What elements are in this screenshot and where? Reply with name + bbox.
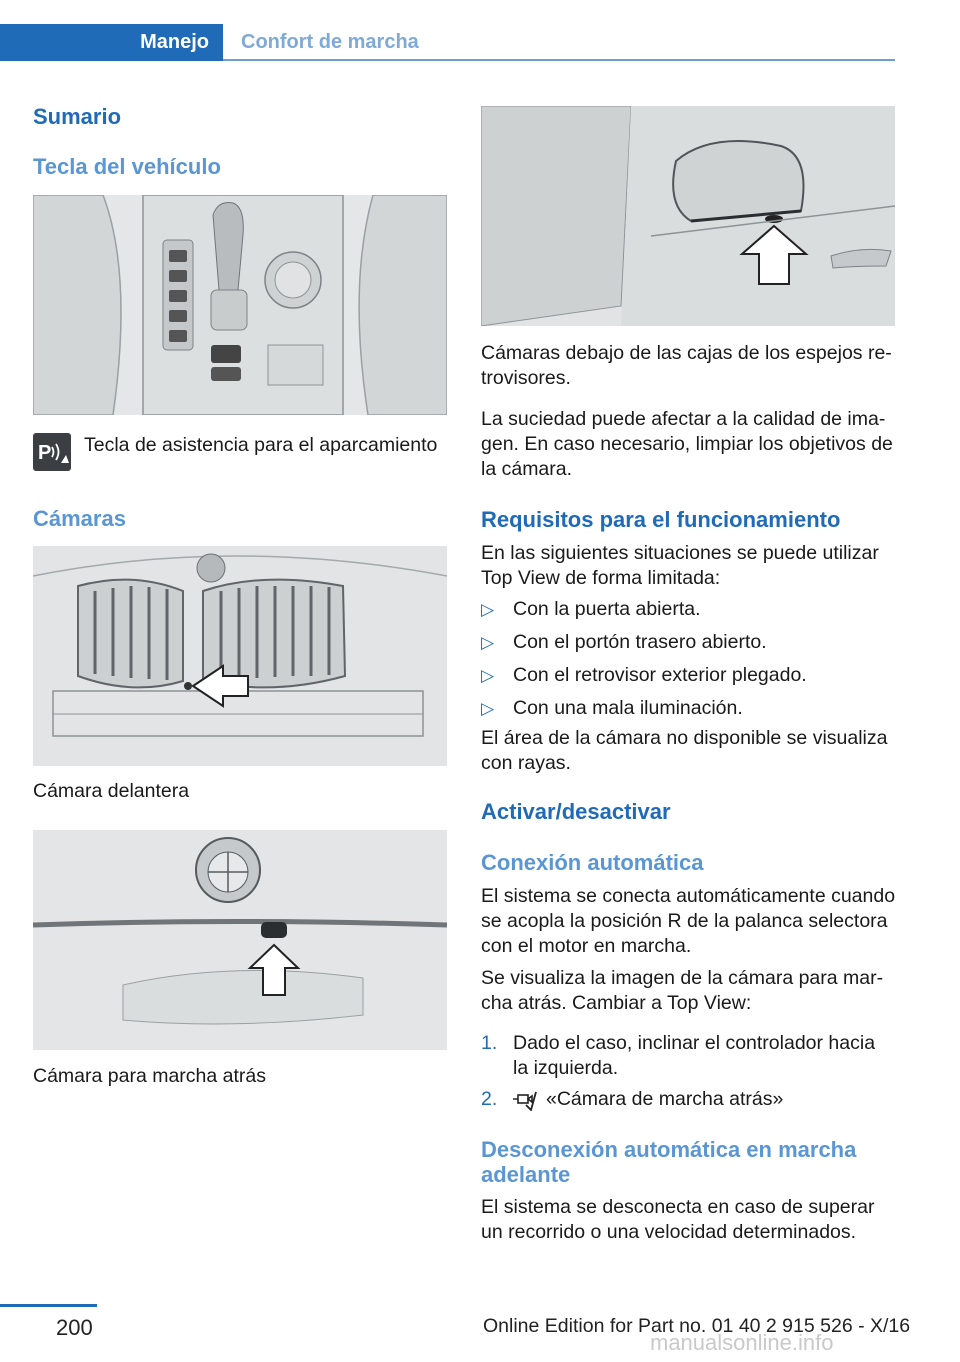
rear-camera-photo <box>33 830 447 1050</box>
front-camera-caption: Cámara delantera <box>33 780 190 802</box>
mirror-caption: Cámaras debajo de las cajas de los espejos re-trovisores. <box>481 342 892 389</box>
requisitos-list <box>481 597 896 729</box>
visualiza-paragraph: Se visualiza la imagen de la cámara para mar-cha atrás. Cambiar a Top View: <box>481 967 884 1014</box>
header-rule <box>223 59 895 61</box>
heading-requisitos: Requisitos para el funcionamiento <box>481 507 841 532</box>
front-camera-photo <box>33 546 447 766</box>
watermark: manualsonline.info <box>650 1330 834 1355</box>
list-item: ▷ Con una mala iluminación. <box>481 697 743 719</box>
rear-camera-caption: Cámara para marcha atrás <box>33 1065 267 1087</box>
step-2: 2. «Cámara de marcha atrás» <box>481 1088 784 1110</box>
triangle-bullet-icon: ▷ <box>481 600 495 619</box>
triangle-bullet-icon: ▷ <box>481 699 495 718</box>
area-paragraph: El área de la cámara no disponible se visualiza con rayas. <box>481 727 888 774</box>
mirror-camera-photo <box>481 106 895 326</box>
triangle-bullet-icon: ▷ <box>481 666 495 685</box>
heading-tecla-del-vehiculo: Tecla del vehículo <box>33 154 221 179</box>
dirt-paragraph: La suciedad puede afectar a la calidad de ima-gen. En caso necesario, limpiar los objetivos de la cámara. <box>481 408 893 480</box>
heading-activar-desactivar: Activar/desactivar <box>481 799 671 824</box>
heading-camaras: Cámaras <box>33 506 126 531</box>
console-photo <box>33 195 447 415</box>
parking-button-caption: Tecla de asistencia para el aparcamiento <box>84 434 438 456</box>
page-number: 200 <box>56 1315 93 1340</box>
rear-camera-icon <box>513 1089 537 1111</box>
triangle-bullet-icon: ▷ <box>481 633 495 652</box>
edition-note: Online Edition for Part no. 01 40 2 915 526 - X/16 <box>483 1315 911 1337</box>
tab-manejo[interactable]: Manejo <box>0 24 223 61</box>
heading-conexion-automatica: Conexión automática <box>481 850 704 875</box>
heading-sumario: Sumario <box>33 104 122 129</box>
heading-desconexion: Desconexión automática en marcha adelante <box>481 1137 857 1187</box>
parking-assist-icon <box>33 433 71 471</box>
conexion-paragraph: El sistema se conecta automáticamente cuando se acopla la posición R de la palanca selectora con el motor en marcha. <box>481 885 896 957</box>
desconexion-paragraph: El sistema se desconecta en caso de superar un recorrido o una velocidad determinados. <box>481 1196 875 1243</box>
list-item: ▷ Con la puerta abierta. <box>481 598 701 620</box>
footer-rule <box>0 1304 97 1307</box>
step-1: 1. Dado el caso, inclinar el controlador hacia la izquierda. <box>481 1032 876 1079</box>
list-item: ▷ Con el retrovisor exterior plegado. <box>481 664 807 686</box>
requisitos-intro: En las siguientes situaciones se puede utilizar Top View de forma limitada: <box>481 542 879 589</box>
list-item: ▷ Con el portón trasero abierto. <box>481 631 767 653</box>
svg-text:P: P <box>38 442 52 464</box>
tab-confort-de-marcha[interactable]: Confort de marcha <box>241 31 419 53</box>
